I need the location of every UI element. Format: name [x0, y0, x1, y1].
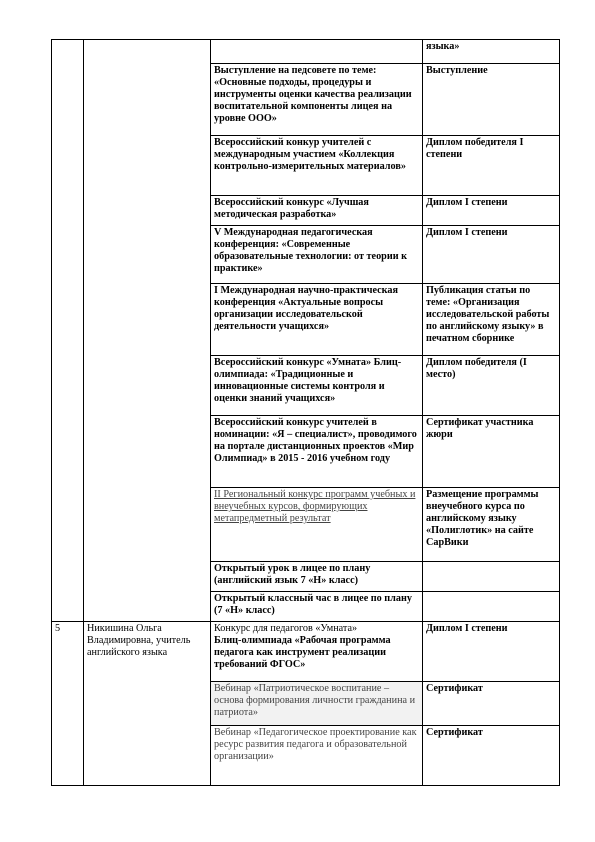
table-row	[52, 622, 560, 682]
result-cell: Диплом I степени	[423, 226, 560, 284]
result-cell	[423, 592, 560, 622]
teacher-number: 5	[52, 622, 84, 786]
result-cell: Диплом победителя I степени	[423, 136, 560, 196]
result-cell: Диплом I степени	[423, 622, 560, 682]
event-cell: Вебинар «Педагогическое проектирование как ресурс развития педагога и образовательной организации»	[211, 726, 423, 786]
event-detail: Блиц-олимпиада «Рабочая программа педагога как инструмент реализации требований ФГОС»	[214, 635, 391, 671]
result-cell: Публикация статьи по теме: «Организация исследовательской работы по английскому языку» в печатном сборнике	[423, 284, 560, 356]
event-cell: Всероссийский конкурс «Лучшая методическая разработка»	[211, 196, 423, 226]
event-cell: Вебинар «Патриотическое воспитание – основа формирования личности гражданина и патриота»	[211, 682, 423, 726]
result-cell: Сертификат	[423, 682, 560, 726]
table-row	[52, 40, 560, 64]
result-cell: Размещение программы внеучебного курса по английскому языку «Полиглотик» на сайте СарВики	[423, 488, 560, 562]
result-cell	[423, 562, 560, 592]
event-cell: Всероссийский конкур учителей с международным участием «Коллекция контрольно-измерительных материалов»	[211, 136, 423, 196]
number-cell-empty	[52, 40, 84, 622]
teacher-name: Никишина Ольга Владимировна, учитель английского языка	[84, 622, 211, 786]
event-cell: II Региональный конкурс программ учебных и внеучебных курсов, формирующих метапредметный результат	[211, 488, 423, 562]
result-cell: Диплом победителя (I место)	[423, 356, 560, 416]
achievements-table	[51, 39, 560, 786]
event-cell: Всероссийский конкурс «Умната» Блиц-олимпиада: «Традиционные и инновационные системы контроля и оценки знаний учащихся»	[211, 356, 423, 416]
result-cell: Диплом I степени	[423, 196, 560, 226]
event-cell	[211, 40, 423, 64]
event-cell: Открытый классный час в лицее по плану (7 «Н» класс)	[211, 592, 423, 622]
result-cell: Выступление	[423, 64, 560, 136]
event-title: Конкурс для педагогов «Умната»	[214, 623, 358, 634]
event-cell: Открытый урок в лицее по плану (английский язык 7 «Н» класс)	[211, 562, 423, 592]
event-cell: Всероссийский конкурс учителей в номинации: «Я – специалист», проводимого на портале дистанционных проектов «Мир Олимпиад» в 2015 - 2016 учебном году	[211, 416, 423, 488]
result-cell: Сертификат участника жюри	[423, 416, 560, 488]
result-cell: языка»	[423, 40, 560, 64]
event-cell: Выступление на педсовете по теме: «Основные подходы, процедуры и инструменты оценки качества реализации воспитательной компоненты лицея на уровне ООО»	[211, 64, 423, 136]
name-cell-empty	[84, 40, 211, 622]
event-cell	[211, 622, 423, 682]
event-cell: V Международная педагогическая конференция: «Современные образовательные технологии: от теории к практике»	[211, 226, 423, 284]
result-cell: Сертификат	[423, 726, 560, 786]
event-cell: I Международная научно-практическая конференция «Актуальные вопросы организации исследовательской деятельности учащихся»	[211, 284, 423, 356]
